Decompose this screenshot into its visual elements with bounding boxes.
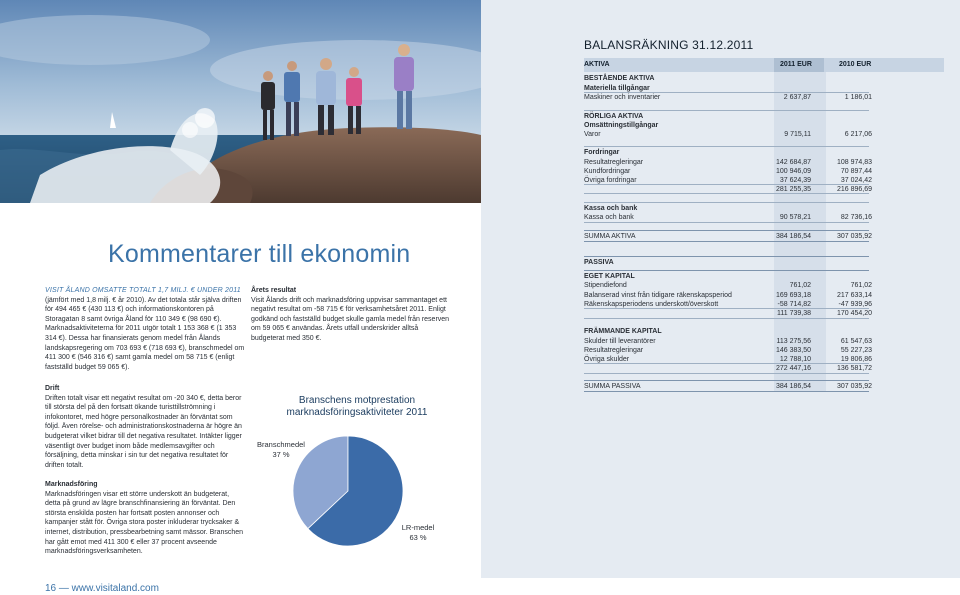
- arets-resultat-heading: Årets resultat: [251, 287, 297, 294]
- balance-row-label: Övriga skulder: [584, 356, 630, 363]
- pie-label-branschmedel-pct: 37 %: [272, 450, 290, 459]
- balance-divider: [584, 222, 869, 223]
- balance-row-2010: 1 186,01: [844, 94, 872, 101]
- balance-row-label: Kassa och bank: [584, 214, 634, 221]
- balance-row-label: Kundfordringar: [584, 168, 631, 175]
- balance-row-2010: 55 227,23: [840, 347, 872, 354]
- pie-label-lr-medel: [388, 523, 448, 543]
- intro-body: (jämfört med 1,8 milj. € år 2010). Av det totala står själva driften för 494 465 € (430 113 €) och informationskontoren på Storagatan 8 samt övriga Åland för 110 349 € (98 690 €). Marknadsaktiviteterna för 2011 utgör totalt 1 153 368 € (1 353 314 €). Dessa har finansierats genom medel från Ålands landskapsregering om 703 693 € (718 693 €), branschmedel om 411 300 € (546 316 €) samt gamla medel om 58 715 € (enligt fastställd budget 59 065 €).: [45, 296, 245, 371]
- pie-label-lr-medel-name: LR-medel: [401, 523, 435, 532]
- balance-divider: [584, 184, 869, 185]
- header-year-2010: 2010 EUR: [839, 61, 872, 68]
- balance-row-2010: 61 547,63: [840, 338, 872, 345]
- balance-row-2010: 217 633,14: [836, 292, 872, 299]
- balance-row-2010: 19 806,86: [840, 356, 872, 363]
- balance-row-2010: -47 939,96: [838, 301, 872, 308]
- balance-row-label: Resultatregleringar: [584, 159, 644, 166]
- balance-divider: [584, 193, 869, 194]
- balance-sheet-panel: [481, 0, 960, 578]
- balance-row-label: SUMMA AKTIVA: [584, 233, 636, 240]
- balance-row-label: FRÄMMANDE KAPITAL: [584, 328, 662, 335]
- balance-row-2011: 111 739,38: [777, 310, 811, 317]
- balance-sheet-title: BALANSRÄKNING 31.12.2011: [584, 38, 754, 52]
- balance-row-2011: 281 255,35: [775, 186, 811, 193]
- balance-row-2010: 136 581,72: [836, 365, 872, 372]
- marknadsforing-body: Marknadsföringen visar ett större underskott än budgeterat, detta på grund av lägre branschfinansiering än förväntat. Den största enskilda posten har fortsatt posten annonser och kampanjer stått för. Övriga stora poster inkluderar trycksaker & internet, distribution, pressbearbetning samt mässor. Branschen har gått emot med 411 300 € eller 37 procent avseende marknadsföringsverksamheten.: [45, 490, 244, 556]
- intro-paragraph: [45, 286, 245, 372]
- pie-label-branschmedel-name: Branschmedel: [257, 440, 305, 449]
- drift-body: Driften totalt visar ett negativt resultat om -20 340 €, detta beror till största del på den fortsatt ökande turisttillströmning i infokontoret, med högre personalkostnader än förväntat som följd. Även rörelse- och administrationskostnaderna är högre än budgeterat vilket bidrar till det negativa resultatet. Intäkter ligger väsentligt över budget inom både medlemsavgifter och försäljning, detta minskar i sin tur det negativa resultatet för driften totalt.: [45, 394, 242, 469]
- balance-row-2010: 82 736,16: [840, 214, 872, 221]
- balance-row-label: Stipendiefond: [584, 282, 627, 289]
- balance-divider: [584, 363, 869, 364]
- balance-row-2010: 307 035,92: [836, 383, 872, 390]
- balance-row-label: Materiella tillgångar: [584, 85, 650, 92]
- balance-row-2011: 100 946,09: [775, 168, 811, 175]
- pie-chart-title: Branschens motprestation marknadsföringsaktiviteter 2011: [286, 395, 428, 418]
- balance-row-2011: 142 684,87: [775, 159, 811, 166]
- balance-divider: [584, 308, 869, 309]
- balance-divider: [584, 391, 869, 392]
- intro-heading: VISIT ÅLAND OMSATTE TOTALT 1,7 MILJ. € UNDER 2011: [45, 287, 241, 294]
- balance-divider: [584, 270, 869, 271]
- drift-heading: Drift: [45, 385, 60, 392]
- balance-divider: [584, 241, 869, 242]
- marknadsforing-heading: Marknadsföring: [45, 481, 98, 488]
- balance-row-2011: 169 693,18: [775, 292, 811, 299]
- balance-row-label: Räkenskapsperiodens underskott/överskott: [584, 301, 719, 308]
- page-footer: 16 — www.visitaland.com: [45, 583, 159, 594]
- balance-row-2011: 9 715,11: [784, 131, 811, 138]
- balance-divider: [584, 146, 869, 147]
- pie-label-branschmedel: [246, 440, 316, 460]
- balance-divider: [584, 92, 869, 93]
- balance-row-2011: 2 637,87: [783, 94, 811, 101]
- drift-section: [45, 384, 245, 470]
- balance-row-2011: 272 447,16: [775, 365, 811, 372]
- arets-resultat-section: [251, 286, 451, 344]
- balance-row-label: Kassa och bank: [584, 205, 638, 212]
- balance-row-label: Resultatregleringar: [584, 347, 644, 354]
- balance-row-label: PASSIVA: [584, 259, 614, 266]
- header-year-2011: 2011 EUR: [780, 61, 812, 68]
- balance-row-label: Maskiner och inventarier: [584, 94, 661, 101]
- balance-row-2011: 384 186,54: [775, 383, 811, 390]
- balance-divider: [584, 110, 869, 111]
- balance-row-2010: 70 897,44: [840, 168, 872, 175]
- balance-divider: [584, 256, 869, 257]
- balance-row-2011: 761,02: [789, 282, 811, 289]
- balance-row-label: Varor: [584, 131, 601, 138]
- header-aktiva: AKTIVA: [584, 61, 610, 68]
- balance-row-label: RÖRLIGA AKTIVA: [584, 113, 644, 120]
- marknadsforing-section: [45, 480, 245, 557]
- balance-row-2011: 146 383,50: [775, 347, 811, 354]
- page-title: Kommentarer till ekonomin: [108, 240, 411, 268]
- balance-divider: [584, 202, 869, 203]
- coastal-photo-illustration: [0, 0, 481, 203]
- balance-row-2010: 37 024,42: [840, 177, 872, 184]
- balance-row-2011: 113 275,56: [776, 338, 811, 345]
- balance-row-label: EGET KAPITAL: [584, 273, 635, 280]
- balance-sheet-header: [584, 58, 944, 72]
- balance-row-2010: 761,02: [850, 282, 872, 289]
- balance-row-2011: 12 788,10: [779, 356, 811, 363]
- balance-divider: [584, 318, 869, 319]
- balance-row-label: Fordringar: [584, 149, 620, 156]
- balance-row-2010: 108 974,83: [836, 159, 872, 166]
- balance-row-2010: 307 035,92: [836, 233, 872, 240]
- balance-row-label: Skulder till leverantörer: [584, 338, 656, 345]
- coastal-photo: [0, 0, 481, 203]
- balance-row-label: Övriga fordringar: [584, 177, 637, 184]
- balance-row-label: SUMMA PASSIVA: [584, 383, 641, 390]
- arets-resultat-body: Visit Ålands drift och marknadsföring uppvisar sammantaget ett negativt resultat om -58 715 € för verksamhetsåret 2011. Enligt godkänd och fastställd budget skulle gamla medel från reserven om 59 065 € användas. Årets utfall underskrider alltså budgeterat med 350 €.: [251, 296, 450, 342]
- balance-row-label: Balanserad vinst från tidigare räkenskapsperiod: [584, 292, 732, 299]
- balance-row-2011: -58 714,82: [777, 301, 811, 308]
- balance-row-label: Omsättningstillgångar: [584, 122, 659, 129]
- pie-label-lr-medel-pct: 63 %: [409, 533, 427, 542]
- balance-divider: [584, 380, 869, 381]
- balance-divider: [584, 373, 869, 374]
- balance-row-label: BESTÅENDE AKTIVA: [584, 75, 655, 82]
- balance-row-2011: 37 624,39: [779, 177, 811, 184]
- balance-row-2010: 6 217,06: [844, 131, 872, 138]
- balance-row-2011: 90 578,21: [779, 214, 811, 221]
- balance-row-2010: 216 896,69: [836, 186, 872, 193]
- balance-row-2011: 384 186,54: [775, 233, 811, 240]
- balance-divider: [584, 230, 869, 231]
- balance-row-2010: 170 454,20: [836, 310, 872, 317]
